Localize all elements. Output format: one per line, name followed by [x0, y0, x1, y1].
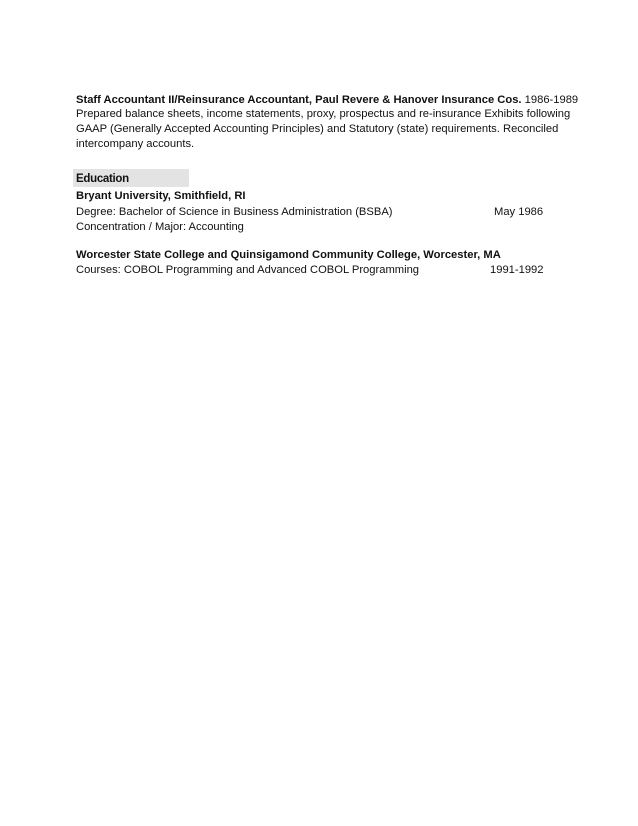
school-name: Bryant University, Smithfield, RI	[76, 190, 246, 202]
degree-line: Degree: Bachelor of Science in Business Administration (BSBA)	[76, 206, 393, 218]
major-line: Concentration / Major: Accounting	[76, 221, 244, 233]
degree-date: May 1986	[494, 206, 544, 218]
job-dates: 1986-1989	[524, 94, 579, 106]
school-name: Worcester State College and Quinsigamond Community College, Worcester, MA	[76, 249, 501, 261]
job-description-line: Prepared balance sheets, income statements, proxy, prospectus and re-insurance Exhibits following	[76, 108, 571, 120]
courses-line: Courses: COBOL Programming and Advanced COBOL Programming	[76, 264, 420, 276]
courses-date: 1991-1992	[490, 264, 544, 276]
section-heading-education: Education	[76, 173, 129, 185]
job-description-line: GAAP (Generally Accepted Accounting Principles) and Statutory (state) requirements. Reconciled	[76, 123, 559, 135]
job-title: Staff Accountant II/Reinsurance Accountant, Paul Revere & Hanover Insurance Cos.	[76, 94, 522, 106]
job-description-line: intercompany accounts.	[76, 138, 195, 150]
